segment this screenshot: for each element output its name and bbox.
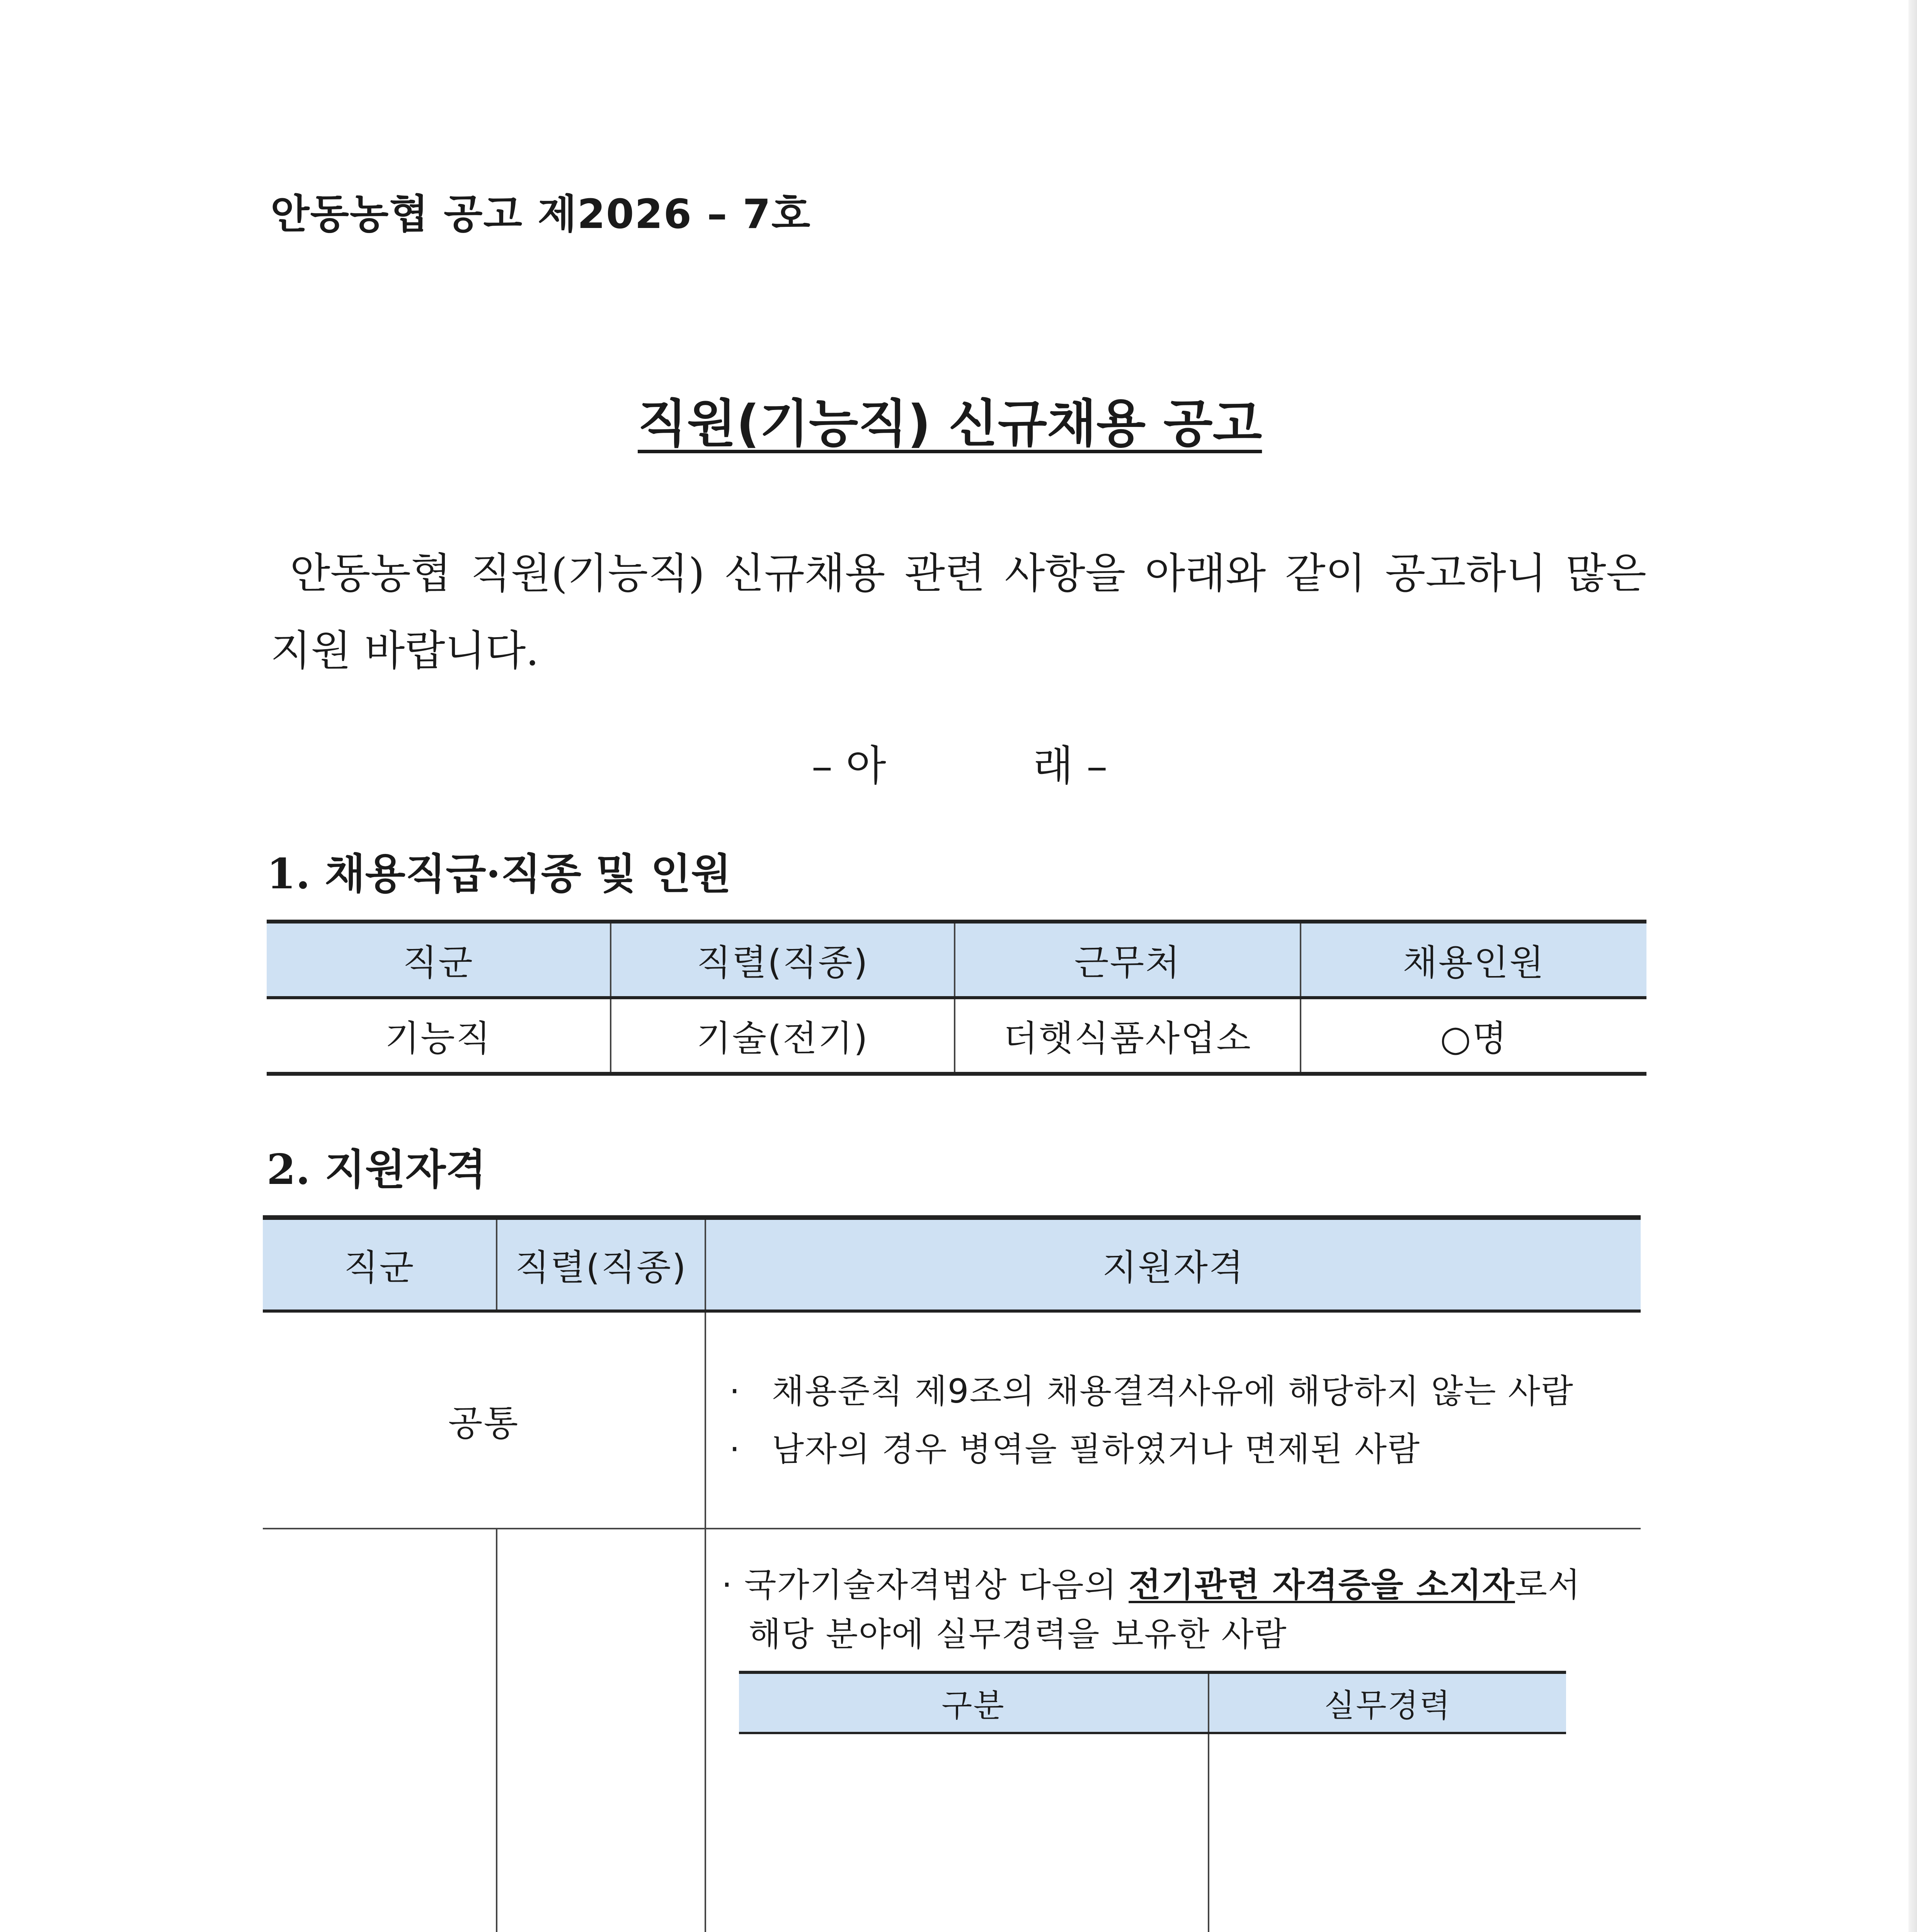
- section2-heading: 2. 지원자격: [267, 1145, 486, 1194]
- header-headcount: 채용인원: [1301, 922, 1646, 998]
- table-row: [267, 998, 1646, 1074]
- cell-headcount: ○명: [1301, 998, 1646, 1074]
- cell-workplace: 더햇식품사업소: [955, 998, 1301, 1074]
- certificate-table: [739, 1671, 1566, 1932]
- section1-heading: 1. 채용직급·직종 및 인원: [267, 850, 732, 898]
- table-row: [263, 1529, 1641, 1932]
- qualification-table: [263, 1215, 1641, 1932]
- requirement-prefix: · 국가기술자격법상 다음의: [722, 1566, 1129, 1604]
- requirement-emphasis: 전기관련 자격증을 소지자: [1129, 1566, 1515, 1604]
- below-marker-right: 래 –: [1033, 742, 1108, 790]
- document-title: 직원(기능직) 신규채용 공고: [638, 394, 1262, 454]
- requirement-suffix: 로서: [1515, 1566, 1581, 1604]
- recruitment-table: [267, 920, 1646, 1076]
- header-workplace: 근무처: [955, 922, 1301, 998]
- below-marker: [812, 732, 1107, 792]
- common-requirement-item: · 채용준칙 제9조의 채용결격사유에 해당하지 않는 사람: [729, 1362, 1640, 1420]
- skilled-requirement-text: [718, 1560, 1640, 1659]
- header-category: 구분: [739, 1672, 1209, 1733]
- cell-group: 기능직: [385, 1018, 492, 1059]
- experience-required: [1209, 1733, 1566, 1932]
- certificate-name: [739, 1733, 1209, 1932]
- requirement-line2: 해당 분야에 실무경력을 보유한 사람: [749, 1615, 1287, 1654]
- skilled-group: [263, 1529, 497, 1932]
- common-requirements: [705, 1311, 1641, 1529]
- common-requirement-item: · 남자의 경우 병역을 필하였거나 면제된 사람: [729, 1420, 1640, 1478]
- skilled-series: [497, 1529, 705, 1932]
- header-group: 직군: [267, 922, 611, 998]
- common-label: 공통: [263, 1311, 705, 1529]
- intro-paragraph: 안동농협 직원(기능직) 신규채용 관련 사항을 아래와 같이 공고하니 많은 지원 바랍니다.: [271, 549, 1646, 675]
- skilled-requirements: [705, 1529, 1641, 1932]
- header-series: 직렬(직종): [497, 1218, 705, 1311]
- table-row: [739, 1733, 1566, 1932]
- notice-number: 안동농협 공고 제2026 – 7호: [271, 190, 811, 238]
- page-edge: [1908, 0, 1917, 1932]
- below-marker-left: – 아: [812, 742, 886, 790]
- table-row: [263, 1311, 1641, 1529]
- header-series: 직렬(직종): [611, 922, 955, 998]
- cell-series: 기술(전기): [611, 998, 955, 1074]
- header-group: 직군: [263, 1218, 497, 1311]
- header-qualification: 지원자격: [705, 1218, 1641, 1311]
- header-experience: 실무경력: [1209, 1672, 1566, 1733]
